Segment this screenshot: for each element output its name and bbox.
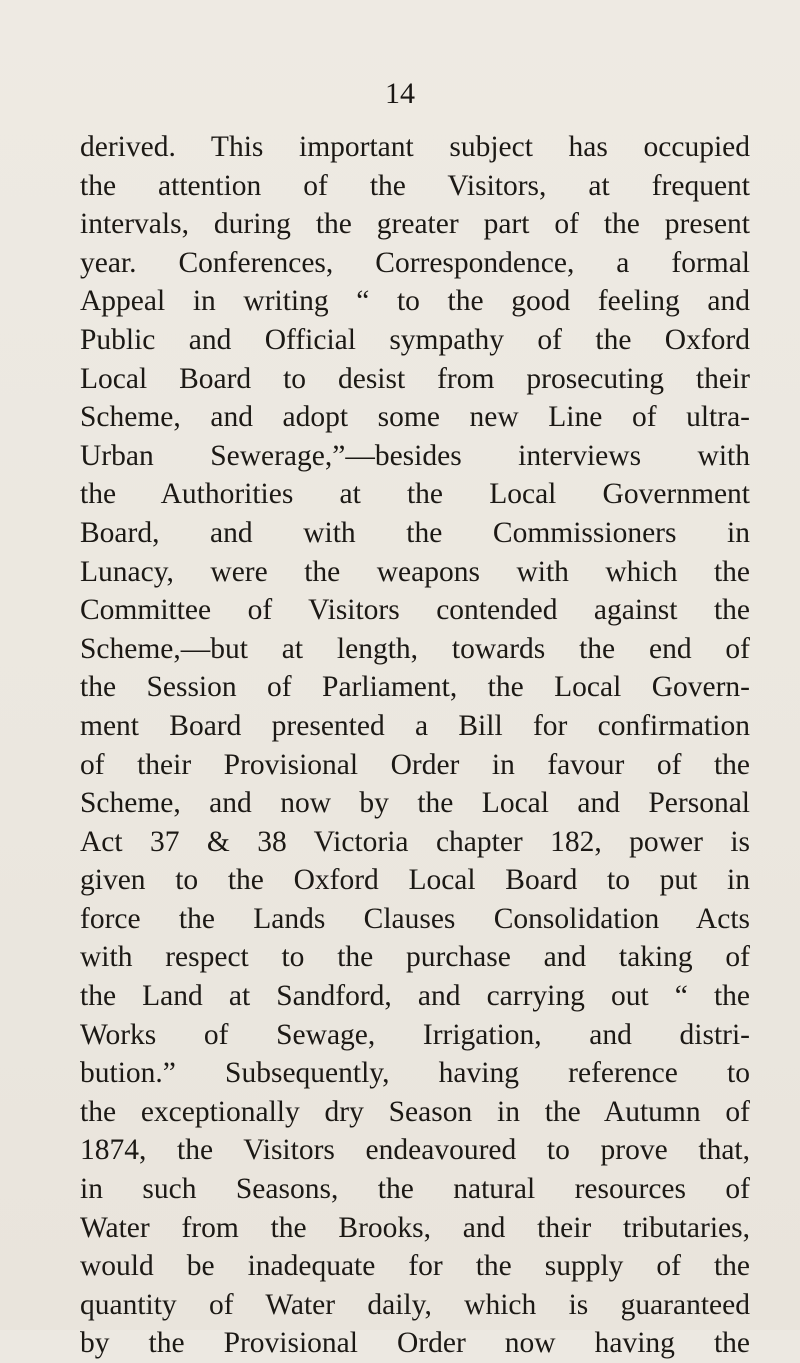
text-line: of their Provisional Order in favour of the bbox=[80, 748, 750, 781]
text-line: the exceptionally dry Season in the Autumn of bbox=[80, 1095, 750, 1128]
text-line: Lunacy, were the weapons with which the bbox=[80, 555, 750, 588]
text-line: the attention of the Visitors, at frequent bbox=[80, 169, 750, 202]
text-line: in such Seasons, the natural resources of bbox=[80, 1173, 750, 1206]
text-line: 1874, the Visitors endeavoured to prove that, bbox=[80, 1134, 750, 1167]
text-line: Urban Sewerage,”—besides interviews with bbox=[80, 439, 750, 472]
text-line: the Land at Sandford, and carrying out “ the bbox=[80, 980, 750, 1013]
text-line: the Session of Parliament, the Local Govern- bbox=[80, 671, 750, 704]
text-line: Scheme, and now by the Local and Personal bbox=[80, 787, 750, 820]
text-line: force the Lands Clauses Consolidation Acts bbox=[80, 902, 750, 935]
text-line: given to the Oxford Local Board to put in bbox=[80, 864, 750, 897]
text-line: would be inadequate for the supply of the bbox=[80, 1250, 750, 1283]
text-line: Water from the Brooks, and their tributaries, bbox=[80, 1211, 750, 1244]
text-line: bution.” Subsequently, having reference to bbox=[80, 1057, 750, 1090]
text-line: Committee of Visitors contended against the bbox=[80, 594, 750, 627]
text-line: year. Conferences, Correspondence, a formal bbox=[80, 246, 750, 279]
text-line: with respect to the purchase and taking of bbox=[80, 941, 750, 974]
text-line: Works of Sewage, Irrigation, and distri- bbox=[80, 1018, 750, 1051]
text-line: derived. This important subject has occupied bbox=[80, 131, 750, 163]
text-line: Act 37 & 38 Victoria chapter 182, power is bbox=[80, 825, 750, 858]
text-line: Scheme,—but at length, towards the end of bbox=[80, 632, 750, 665]
text-line: intervals, during the greater part of the present bbox=[80, 208, 750, 241]
text-line: Board, and with the Commissioners in bbox=[80, 516, 750, 549]
text-line: the Authorities at the Local Government bbox=[80, 478, 750, 511]
body-text bbox=[80, 128, 750, 1363]
text-line: Local Board to desist from prosecuting their bbox=[80, 362, 750, 395]
page-number: 14 bbox=[385, 77, 415, 110]
text-line: Scheme, and adopt some new Line of ultra- bbox=[80, 401, 750, 434]
text-line: Public and Official sympathy of the Oxford bbox=[80, 323, 750, 356]
text-line: by the Provisional Order now having the bbox=[80, 1327, 750, 1360]
text-line: quantity of Water daily, which is guaranteed bbox=[80, 1288, 750, 1321]
text-line: ment Board presented a Bill for confirmation bbox=[80, 709, 750, 742]
text-line: Appeal in writing “ to the good feeling and bbox=[80, 285, 750, 318]
